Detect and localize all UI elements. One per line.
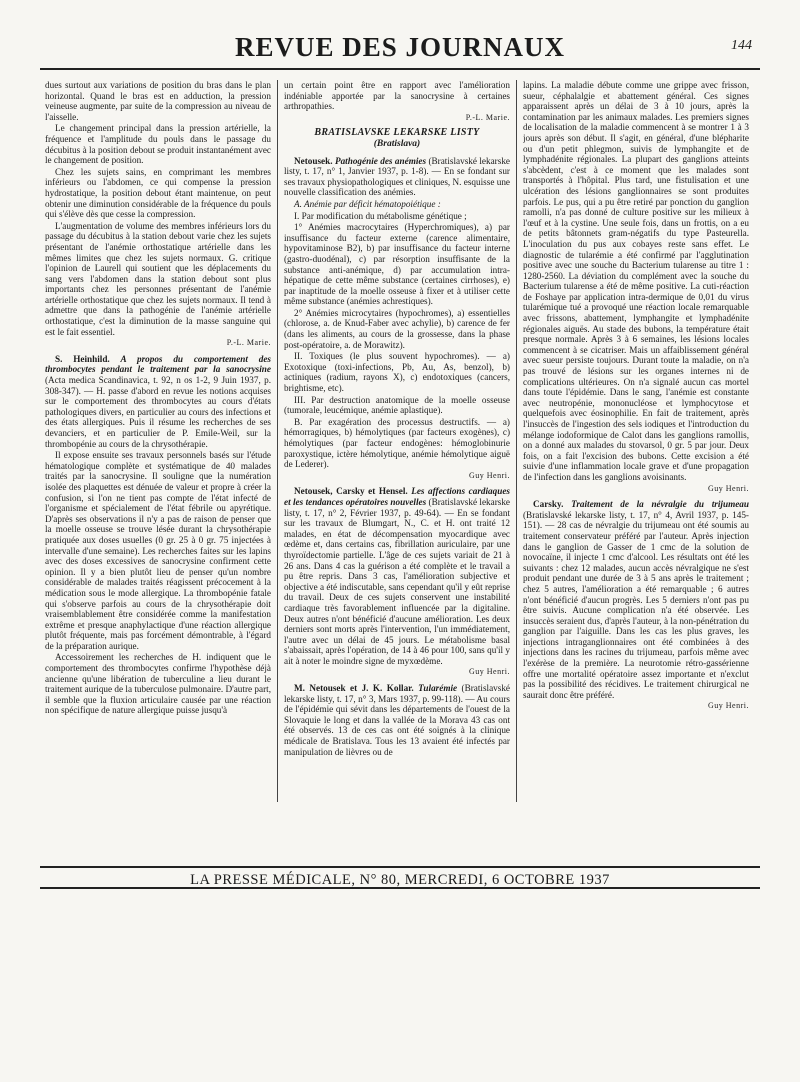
article-columns [45, 80, 757, 805]
classification-item: B. Par exagération des processus destructifs. — a) hémorragiques, b) hémolytiques (par facteurs exogènes), c) hémolytiques (par facteur endogènes: hémoglobinurie paroxystique, ictère hémolytique, anémie hémolytique aiguë de Lederer). [284, 416, 510, 470]
article-reference: (Bratislavské lekarske listy, t. 17, n° 1, Janvier 1937, p. 1-8). — En se fondant sur ses travaux physiopathologiques et cliniques, N. esquisse une nouvelle classification des anémies. [284, 155, 510, 198]
page-header [0, 30, 800, 70]
article-author: Netousek, Carsky et Hensel. [294, 486, 408, 497]
column-1 [45, 80, 271, 805]
paragraph: lapins. La maladie débute comme une grippe avec frisson, sueur, céphalalgie et abattement général. Ces signes apparaissent après un délai de 3 à 10 jours, après la contamination par les animaux malades. Les premiers signes de localisation de la maladie commencent à se montrer 1 à 3 jours après son début. Il s'agit, en général, d'une blépharite ou d'un petit phlegmon, suivis de lymphangite et de lymphadénite régionales. La plupart des ganglions atteints s'abcèdent, c'est à ce moment que les malades sont transportés à l'hôpital. Plus tard, une fistulisation et une ulcération des lésions ganglionnaires se sont produites parfois. Le pus, qui a pu être retiré par ponction du ganglion ramolli, n'a pas donné de culture positive sur les milieux à l'œuf et à la cystine. Une seule fois, dans un frottis, on a eu de petits bâtonnets gram-négatifs du type Pasteurella. L'inoculation du pus aux cobayes reste sans effet. Le diagnostic de tularémie a été confirmé par l'agglutination positive avec une souche du Bacterium tularense au titre 1 : 1280-2560. La déviation du complément avec la souche du Bacterium tularense a été de même positive. La cuti-réaction de Foshaye par application intra-dermique de 0,01 du virus tularémique tué a provoqué une réaction locale remarquable avec frissons, abattement, lymphangite et lymphadénite régionales aiguës. Au stade des bubons, la température était presque normale. Après 3 à 6 semaines, les lésions locales commencent à se cicatriser. Mais un affaiblissement général avec sueur persiste toujours. Durant toute la maladie, on n'a pas trouvé de lésions sur les organes internes ni de complications ultérieures. On n'a signalé aucun cas mortel dans toute l'épidémie. Dans le sang, l'anémie est constante avec neutropénie, mononucléose et lymphocytose et quelquefois avec éosinophilie. En fait de traitement, après l'insuccès de l'ingestion des sels iodiques et l'introduction du mélange iodoformique de Calot dans les ganglions ramollis, on a donné aux malades du stovarsol, 0 gr. 5 par jour. Deux fois, on a fait l'excision des bubons. Cette excision a été suivie d'une inflammation locale grave et d'une propagation de l'infection dans les ganglions avoisinants. [523, 80, 749, 482]
article-title: Les affections cardiaques et les tendances opératoires nouvelles [284, 486, 510, 507]
article-reference: (Acta medica Scandinavica, t. 92, n os 1-2, 9 Juin 1937, p. 308-347). — H. passe d'abord en revue les notions acquises sur le comportement des thrombocytes au cours d'états pathologiques divers, en particulier au cours des infections et des états allergiques. Puis il résume les recherches de ses devanciers, et en particulier de P. Emile-Weil, sur la thrombopénie au cours de la chrysothérapie. [45, 375, 271, 449]
article-reference: (Bratislavské lekarske listy, t. 17, n° 2, Février 1937, p. 49-64). — En se fondant sur les travaux de Blumgart, N., C. et H. ont traité 12 malades, en état de décompensation myocardique avec œdème et, dans certains cas, fibrillation auriculaire, par une thyroïdectomie partielle. L'âge de ces sujets variait de 21 à 26 ans. Dans 4 cas la guérison a été complète et le travail a pu être repris. Dans 3 cas, l'amélioration subjective et objective a été indiscutable, sans cependant qu'il y eût reprise du travail. Deux de ces sujets conservent une instabilité cardiaque très favorablement influencée par la digitaline. Deux autres n'ont bénéficié d'aucune amélioration. Les deux derniers sont morts après l'intervention, l'un immédiatement, l'autre avec un délai de 45 jours. Le métabolisme basal s'abaissait, après l'opération, de 14 à 46 pour 100, sans qu'il y ait à noter le moindre signe de myxœdème. [284, 496, 510, 666]
paragraph: Il expose ensuite ses travaux personnels basés sur l'étude hématologique complète et systématique de 40 malades traités par la sanocrysine. Il souligne que la numération isolée des plaquettes est dénuée de valeur et propre à créer la confusion, si l'on ne tient pas compte de l'état infecté de l'organisme et spécialement de l'état fébrile ou apyrétique. D'après ses observations il n'y a pas de raison de penser que la moelle osseuse se trouve lésée durant la chrysothérapie pratiquée aux doses usuelles (0 gr. 25 à 0 gr. 75 injectées à intervalle d'une semaine). Les recherches faites sur les lapins avec des doses excessives de sanocrysine confirment cette opinion. Il y a bien plutôt lieu de penser qu'un nombre considérable de malades traités réagissent précocement à la médication sous le mode allergique. La thrombopénie fatale qui s'observe parfois au cours de la chrysothérapie doit vraisemblablement être considérée comme la manifestation extrême et presque anaphylactique d'une réaction allergique plutôt fréquente, mais pas forcément démontrable, à l'égard de la préparation aurique. [45, 450, 271, 651]
article-title: Traitement de la névralgie du trijumeau [571, 499, 749, 510]
article-heading [45, 354, 271, 449]
author-signature: P.-L. Marie. [226, 338, 271, 348]
page-footer [0, 866, 800, 886]
article-heading [284, 683, 510, 757]
author-signature: Guy Henri. [708, 483, 749, 493]
article-author: Netousek. [294, 155, 333, 166]
article-reference: (Bratislavské lekarske listy, t. 17, n° 4, Avril 1937, p. 145-151). — 28 cas de névralgie du trijumeau ont été soumis au traitement conservateur préféré par l'auteur. Après injection dans le ganglion de Gasser de 1 cmc de la solution de novocaïne, il injecte 1 cmc d'alcool. Les résultats ont été les suivants : chez 12 malades, aucun accès névralgique ne s'est produit pendant une durée de 3 à 5 ans après le traitement ; chez 5 autres, l'amélioration a été remarquable ; 6 autres n'ont bénéficié d'aucun progrès. Les 5 derniers n'ont pas pu être suivis. Aucune complication n'a été observée. Les insuccès seraient dus, d'après l'auteur, à la non-pénétration du ganglion par l'aiguille. Dans les cas les plus graves, les injections intraganglionnaires ont été combinées à des injections dans les racines du trijumeau, parfois même avec l'exérèse de la première. La neurotomie rétro-gassérienne offre une mortalité opératoire assez importante et n'exclut pas la possibilité des récidives. Le traitement chirurgical ne saurait donc être préféré. [523, 509, 749, 700]
publication-line: LA PRESSE MÉDICALE, N° 80, MERCREDI, 6 OCTOBRE 1937 [190, 872, 610, 888]
article-heading [523, 499, 749, 700]
classification-item: 1° Anémies macrocytaires (Hyperchromiques), a) par insuffisance du facteur externe (carence alimentaire, hypovitaminose B2), b) par insuffisance du facteur interne (gastro-duodénal), c) par résorption insuffisante de la substance anti-anémique, d) par accumulation intra-hépatique de cette même substance (certaines cirrhoses), e) par inaptitude de la moelle osseuse à fixer et à utiliser cette même substance (anémies achrestiques). [284, 222, 510, 307]
classification-item: A. Anémie par déficit hématopoiétique : [294, 198, 441, 209]
paragraph: un certain point être en rapport avec l'amélioration indéniable apportée par la sanocrysine à certaines arthropathies. [284, 80, 510, 112]
paragraph: Accessoirement les recherches de H. indiquent que le comportement des thrombocytes confirme l'hypothèse déjà ancienne qu'une libération de tuberculine a lieu durant le traitement aurique de la tuberculose pulmonaire. D'autre part, il semble que la fluxion articulaire causée par une réaction non spécifique de nature allergique puisse jusqu'à [45, 652, 271, 716]
article-heading [284, 156, 510, 198]
author-signature: Guy Henri. [469, 667, 510, 677]
article-heading [284, 486, 510, 666]
article-title: A propos du comportement des thrombocytes pendant le traitement par la sanocrysine [45, 353, 271, 375]
footer-rule [40, 887, 760, 889]
article-author: Carsky. [533, 499, 564, 510]
paragraph: Chez les sujets sains, en comprimant les membres inférieurs ou l'abdomen, ce qui compense la pression hydrostatique, la position debout étant maintenue, on peut obtenir une diminution considérable de la fréquence du pouls qui s'élève dès que cesse la compression. [45, 166, 271, 220]
column-3 [523, 80, 749, 805]
author-signature: P.-L. Marie. [465, 112, 510, 122]
column-2 [284, 80, 510, 805]
paragraph: dues surtout aux variations de position du bras dans le plan horizontal. Quand le bras est en adduction, la pression veineuse augmente, par suite de la compression au niveau de l'aisselle. [45, 80, 271, 122]
column-divider [277, 80, 278, 802]
article-author: M. Netousek et J. K. Kollar. [294, 683, 414, 694]
paragraph: Le changement principal dans la pression artérielle, la fréquence et l'amplitude du pouls dans le passage du décubitus à la position debout se produit instantanément avec le changement de position. [45, 123, 271, 166]
author-signature: Guy Henri. [469, 470, 510, 480]
classification-item: I. Par modification du métabolisme génétique ; [294, 210, 467, 221]
article-author: S. Heinhild. [55, 353, 110, 364]
journal-title: BRATISLAVSKE LEKARSKE LISTY [314, 127, 480, 139]
classification-item: III. Par destruction anatomique de la moelle osseuse (tumorale, leucémique, anémie aplastique). [284, 394, 510, 416]
classification-item: II. Toxiques (le plus souvent hypochromes). — a) Exotoxique (toxi-infections, Pb, Au, As, benzol), b) actiniques (radium, rayons X), c) endotoxiques (cancers, brightisme, etc). [284, 351, 510, 394]
paragraph: L'augmentation de volume des membres inférieurs lors du passage du décubitus à la station debout varie chez les sujets présentant de l'anémie orthostatique artérielle dans les mêmes limites que chez les sujets normaux. G. critique l'opinion de Laurell qui soutient que les déplacements du sang vers l'abdomen dans la station debout sont plus importants chez les personnes présentant de l'anémie artérielle orthostatique que chez les sujets normaux. Il tend à admettre que dans la pathogénie de l'anémie artérielle orthostatique, c'est la diminution de la masse sanguine qui est le fait essentiel. [45, 220, 271, 337]
article-reference: (Bratislavské lekarske listy, t. 17, n° 3, Mars 1937, p. 99-118). — Au cours de l'épidémie qui sévit dans les départements de l'ouest de la Slovaquie le long et dans la vallée de la Morava 43 cas ont été observés. 13 de ces cas ont été soignés à la clinique médicale de Bratislava. Tous les 13 avaient été infectés par manipulation de lièvres ou de [284, 683, 510, 757]
author-signature: Guy Henri. [708, 701, 749, 711]
classification-item: 2° Anémies microcytaires (hypochromes), a) essentielles (chlorose, a. de Knud-Faber avec achylie), b) carence de fer (dans les aliments, au cours de la grossesse, dans la phase post-opératoire, a. de Morawitz). [284, 307, 510, 350]
header-rule [40, 68, 760, 70]
article-title: Pathogénie des anémies [334, 155, 427, 166]
column-divider [516, 80, 517, 802]
page-number: 144 [731, 38, 752, 53]
journal-section-title: REVUE DES JOURNAUX [234, 32, 566, 62]
article-title: Tularémie [418, 683, 458, 694]
journal-city: (Bratislava) [373, 138, 421, 149]
